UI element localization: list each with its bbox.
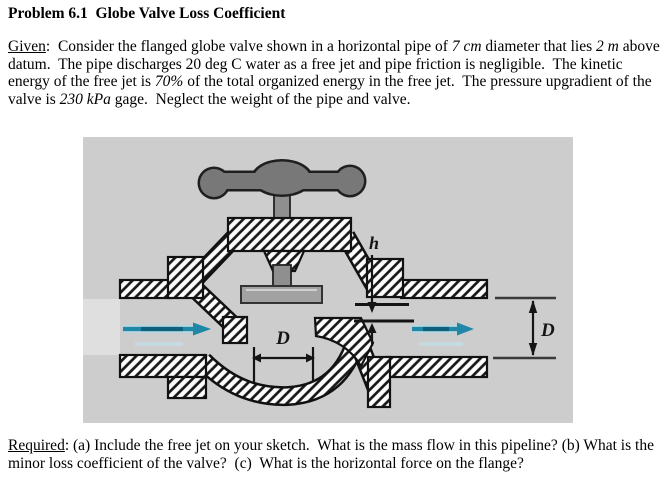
- given-value-pressure: 230 kPa: [59, 90, 111, 108]
- label-d-seat: D: [276, 328, 290, 349]
- pipe-left-lower-wall: [120, 355, 206, 377]
- given-label: Given: [8, 38, 46, 55]
- given-text-2: diameter that lies: [481, 38, 597, 55]
- valve-stem-lower: [273, 265, 291, 288]
- label-d-pipe: D: [541, 320, 555, 341]
- pipe-left-upper-wall: [120, 280, 171, 298]
- required-label: Required: [8, 437, 65, 454]
- required-paragraph: [8, 437, 665, 472]
- given-value-diameter: 7 cm: [451, 38, 482, 55]
- valve-stem-upper: [274, 193, 290, 220]
- valve-bonnet: [228, 218, 351, 251]
- problem-title: Problem 6.1 Globe Valve Loss Coefficient: [8, 5, 286, 22]
- given-text-5: gage. Neglect the weight of the pipe and valve.: [110, 90, 411, 108]
- label-h: h: [368, 233, 380, 253]
- valve-diagram: [83, 137, 573, 423]
- given-paragraph: [8, 38, 665, 108]
- given-text-1: : Consider the flanged globe valve shown in a horizontal pipe of: [45, 38, 452, 55]
- pipe-right-lower-wall: [386, 357, 487, 377]
- valve-diagram-svg: [83, 137, 573, 423]
- given-value-kinetic: 70%: [154, 73, 184, 91]
- given-value-elevation: 2 m: [596, 38, 619, 55]
- required-text: : (a) Include the free jet on your sketch. What is the mass flow in this pipeline? (b) What is the minor loss coefficient of the valve? (c) What is the horizontal force on the flange?: [8, 437, 658, 472]
- pipe-right-upper-wall: [401, 280, 487, 298]
- flange-left-upper: [168, 257, 203, 298]
- flange-right-lower: [368, 357, 390, 407]
- pipe-bore-left-opening: [83, 299, 120, 355]
- flange-left-lower: [168, 377, 206, 398]
- valve-disc: [241, 286, 322, 303]
- given-text-4: of the total organized energy in the free jet. The pressure upgradient of the valve is: [8, 73, 656, 108]
- given-text-3: above datum. The pipe discharges 20 deg C water as a free jet and pipe friction is negligible. The kinetic energy of the free jet is: [8, 38, 664, 91]
